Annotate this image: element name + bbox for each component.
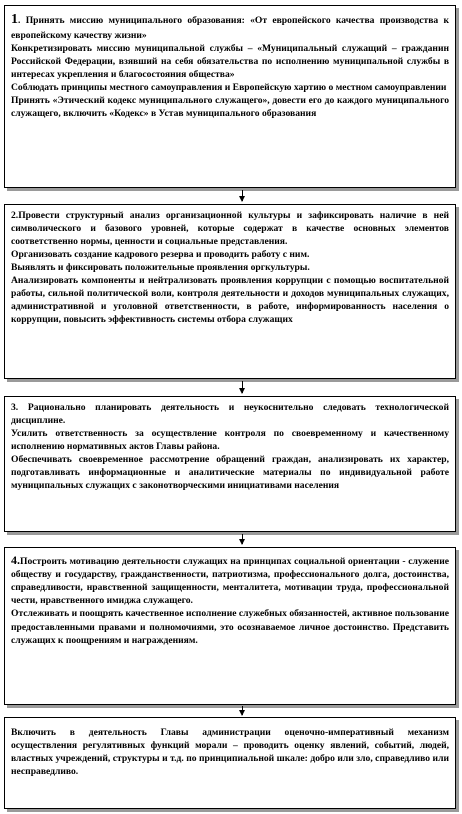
block-4-number: 4. [11,553,20,567]
block-1-number: 1 [11,12,18,27]
block-3-line-3: Обеспечивать своевременное рассмотрение обращений граждан, анализировать их характер, подготавливать информационные и аналитические материалы по индивидуальной работе муниципальных служащих с законотворческими инициативами населения [11,454,449,492]
block-4-line-1: 4.Построить мотивацию деятельности служащих на принципах социальной ориентации - служение обществу и государству, гражданственности, патриотизма, профессионального долга, достоинства, справедливости, нравственной защищенности, менталитета, мотивации труда, профессиональной чести, нравственного имиджа служащего. [11,553,449,607]
block-5 [4,717,456,809]
block-5-line-1: Включить в деятельность Главы администрации оценочно-императивный механизм осуществления регулятивных функций морали – проводить оценку явлений, событий, людей, властных учреждений, структуры и т.д. по принципиальной шкале: добро или зло, справедливо или несправедливо. [11,727,449,778]
block-2-line-4: Анализировать компоненты и нейтрализовать проявления коррупции с помощью воспитательной работы, сильной политической воли, контроля деятельности и доходов муниципальных служащих, административной и уголовной ответственности, в работе, информированность населения о коррупции, повысить эффективность системы отбора служащих [11,275,449,326]
arrow-2-3 [242,381,243,393]
block-1-line-1: 1. Принять миссию муниципального образования: «От европейского качества производства к европейскому качеству жизни» [11,12,449,42]
block-4 [4,547,456,705]
block-3 [4,396,456,532]
block-2-line-3: Выявлять и фиксировать положительные проявления оргкультуры. [11,262,310,274]
block-3-number: 3. [11,402,19,413]
block-2-number: 2. [11,210,19,221]
block-2 [4,204,456,379]
block-1-line-4: Принять «Этический кодекс муниципального служащего», довести его до каждого муниципального служащего, включить «Кодекс» в Устав муниципального образования [11,95,449,120]
arrow-1-2 [242,190,243,201]
arrow-3-4 [242,534,243,544]
block-1-line-3: Соблюдать принципы местного самоуправления и Европейскую хартию о местном самоуправлении [11,82,447,94]
block-3-line-2: Усилить ответственность за осуществление контроля по своевременному и качественному исполнению нормативных актов Главы района. [11,428,449,453]
block-1-line-2: Конкретизировать миссию муниципальной службы – «Муниципальный служащий – гражданин Российской Федерации, взявший на себя обязательства по исполнению муниципальной службы в интересах укрепления и благосостояния общества» [11,43,449,81]
block-2-line-1: 2.Провести структурный анализ организационной культуры и зафиксировать наличие в ней символического и базового уровней, которые содержат в качестве основных элементов соответственно нормы, ценности и социальные представления. [11,210,449,248]
block-4-line-2: Отслеживать и поощрять качественное исполнение служебных обязанностей, активное пользование предоставленными правами и полномочиями, это осознаваемое личное достоинство. Представить служащих к поощрениям и награждениям. [11,608,449,646]
arrow-4-5 [242,706,243,715]
block-2-line-2: Организовать создание кадрового резерва и проводить работу с ним. [11,249,310,261]
block-1 [4,5,456,188]
block-3-line-1: 3. Рационально планировать деятельность и неукоснительно следовать технологической дисциплине. [11,402,450,427]
